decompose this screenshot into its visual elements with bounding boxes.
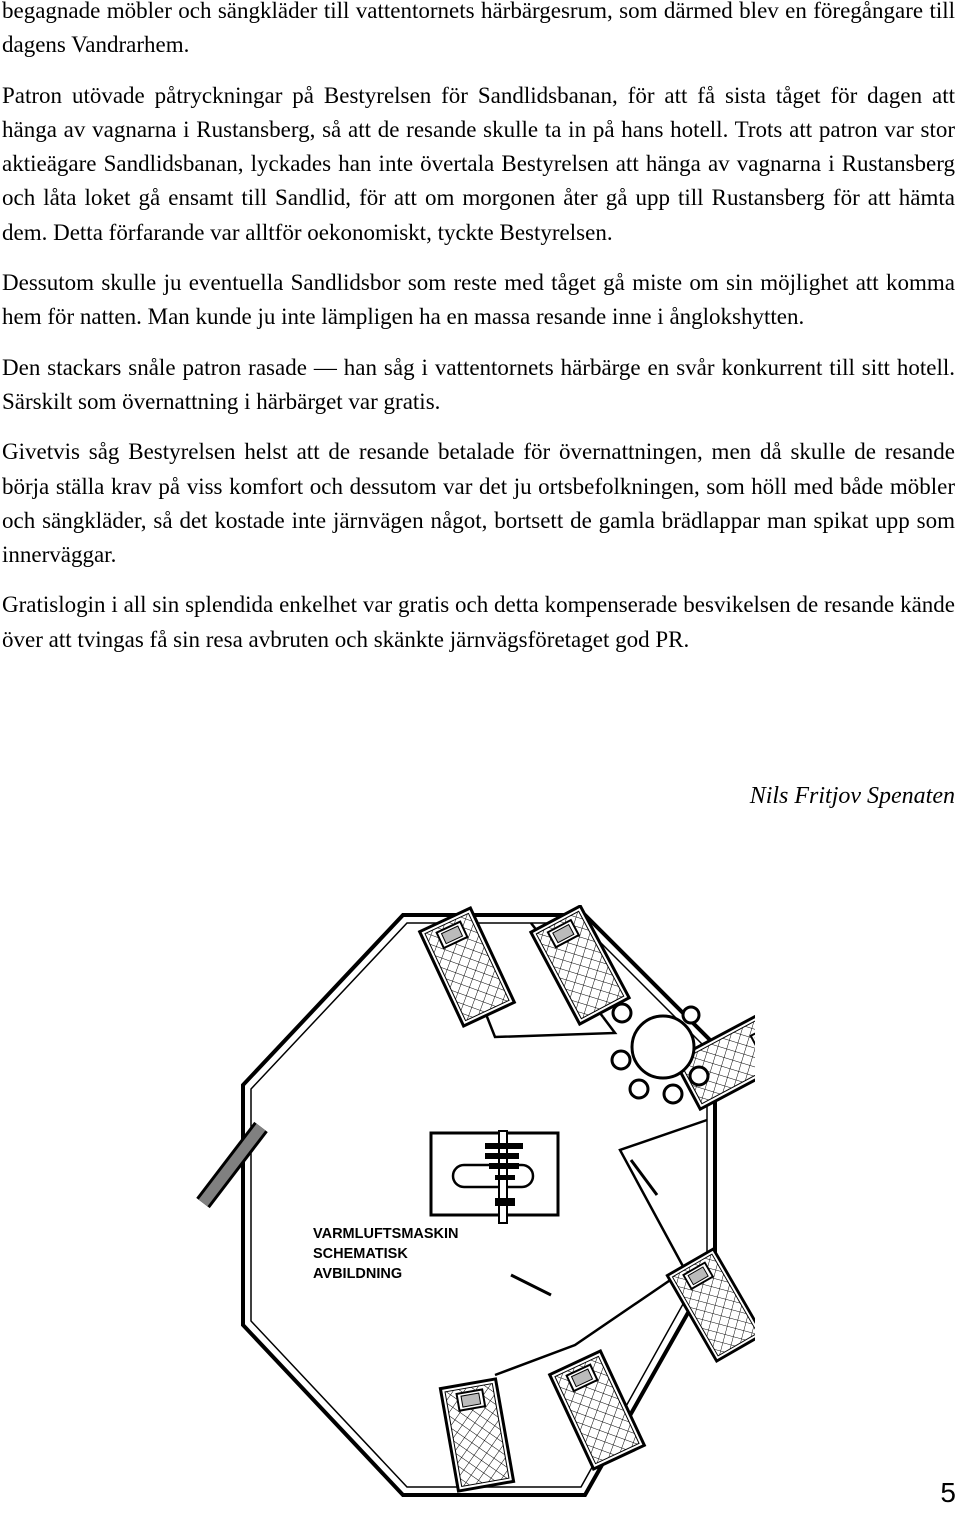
chair	[664, 1085, 682, 1103]
floor-plan-label-line: AVBILDNING	[313, 1266, 403, 1282]
door-line	[511, 1275, 551, 1295]
floor-plan-label-line: VARMLUFTSMASKIN	[313, 1226, 459, 1242]
water-tower-floor-plan	[195, 905, 755, 1505]
paragraph: Patron utövade påtryckningar på Bestyrelsen för Sandlidsbanan, för att få sista tåget för dagen att hänga av vagnarna i Rustansberg, så att de resande skulle ta in på hans hotell. Trots att patron var stor aktieägare Sandlidsbanan, lyckades han inte övertala Bestyrelsen att hänga av vagnarna i Rustansberg och låta loket gå ensamt till Sandlid, för att om morgonen åter gå upp till Rustansberg för att hämta dem. Detta förfarande var alltför oekonomiskt, tyckte Bestyrelsen.	[2, 82, 955, 245]
paragraph: Den stackars snåle patron rasade — han såg i vattentornets härbärge en svår konkurrent till sitt hotell. Särskilt som övernattning i härbärget var gratis.	[2, 354, 955, 414]
floor-plan-label	[313, 1224, 459, 1284]
bed	[550, 1351, 645, 1469]
floor-plan-label-line: SCHEMATISK	[313, 1246, 408, 1262]
chair	[630, 1080, 648, 1098]
author-signature: Nils Fritjov Spenaten	[749, 783, 955, 809]
paragraph: Gratislogin i all sin splendida enkelhet var gratis och detta kompenserade besvikelsen de resande kände över att tvingas få sin resa avbruten och skänkte järnvägsföretaget god PR.	[2, 592, 955, 652]
chair	[613, 1004, 631, 1022]
page-number: 5	[940, 1477, 956, 1508]
bed	[420, 908, 515, 1026]
article-text	[2, 0, 955, 673]
paragraph: Dessutom skulle ju eventuella Sandlidsbor som reste med tåget gå miste om sin möjlighet att komma hem för natten. Man kunde ju inte lämpligen ha en massa resande inne i ånglokshytten.	[2, 270, 955, 330]
chimney-pipe-fill	[203, 1127, 261, 1203]
paragraph: begagnade möbler och sängkläder till vattentornets härbärgesrum, som därmed blev en föregångare till dagens Vandrarhem.	[2, 0, 955, 58]
bed	[440, 1379, 513, 1491]
chair	[690, 1067, 708, 1085]
paragraph: Givetvis såg Bestyrelsen helst att de resande betalade för övernattningen, men då skulle de resande börja ställa krav på viss komfort och dessutom var det ju ortsbefolkningen, som höll med både möbler och sängkläder, så det kostade inte järnvägen något, bortsett de gamla brädlappar man spikat upp som innerväggar.	[2, 439, 955, 568]
round-table	[632, 1016, 694, 1078]
partition-wall	[620, 1120, 707, 1270]
chair	[612, 1051, 630, 1069]
bed	[667, 1249, 755, 1361]
chair	[683, 1007, 699, 1023]
